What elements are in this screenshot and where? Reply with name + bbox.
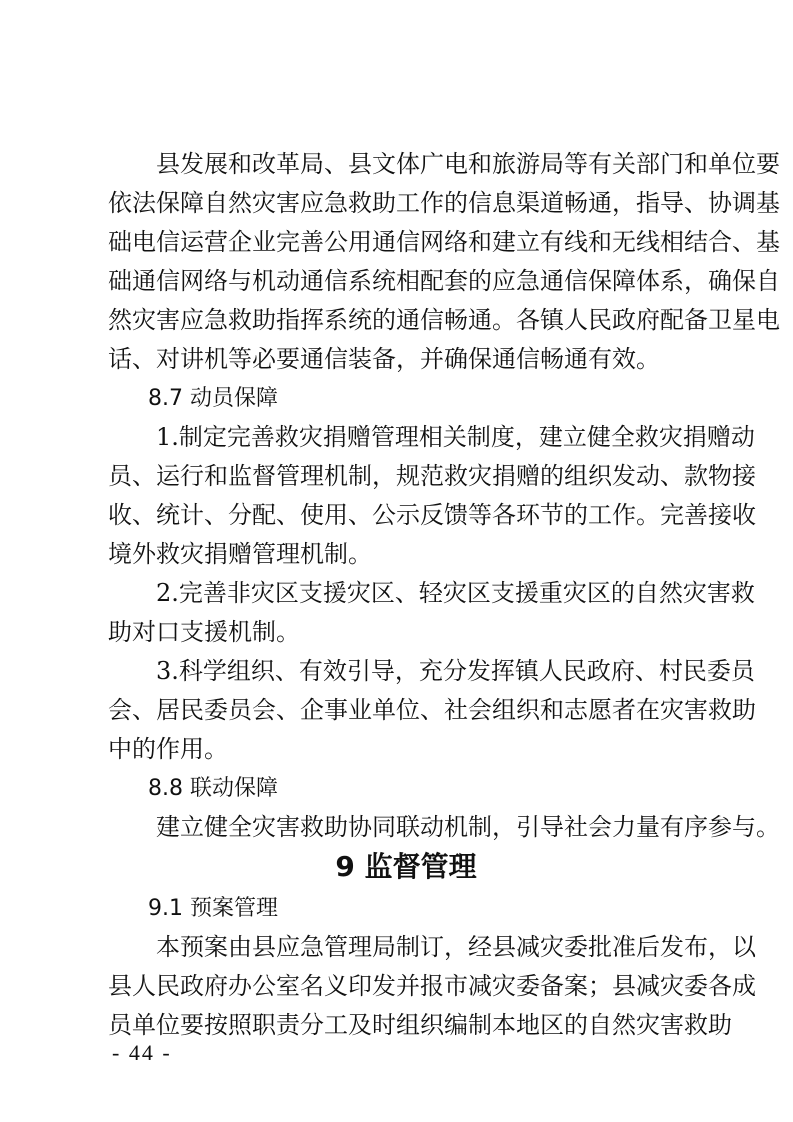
- text-line: 收、统计、分配、使用、公示反馈等各环节的工作。完善接收: [108, 501, 756, 529]
- paragraph-communication-guarantee: [108, 145, 780, 379]
- text-line: 依法保障自然灾害应急救助工作的信息渠道畅通，指导、协调基: [108, 189, 780, 217]
- section-heading-8-7: 8.7 动员保障: [148, 386, 278, 411]
- section-heading-9-1: 9.1 预案管理: [148, 896, 278, 921]
- paragraph-linkage-guarantee: [108, 808, 780, 847]
- text-line: 境外救灾捐赠管理机制。: [108, 540, 372, 568]
- text-line: 县人民政府办公室名义印发并报市减灾委备案；县减灾委各成: [108, 972, 756, 1000]
- list-item-8-7-2: [108, 574, 755, 652]
- text-line: 础电信运营企业完善公用通信网络和建立有线和无线相结合、基: [108, 228, 780, 256]
- text-line: 2.完善非灾区支援灾区、轻灾区支援重灾区的自然灾害救: [156, 579, 755, 607]
- paragraph-plan-management: [108, 928, 756, 1045]
- text-line: 话、对讲机等必要通信装备，并确保通信畅通有效。: [108, 345, 660, 373]
- text-line: 建立健全灾害救助协同联动机制，引导社会力量有序参与。: [156, 813, 780, 841]
- list-item-8-7-3: [108, 652, 756, 769]
- text-line: 员单位要按照职责分工及时组织编制本地区的自然灾害救助: [108, 1011, 732, 1039]
- page-number: - 44 -: [112, 1040, 172, 1065]
- text-line: 县发展和改革局、县文体广电和旅游局等有关部门和单位要: [156, 150, 780, 178]
- text-line: 1.制定完善救灾捐赠管理相关制度，建立健全救灾捐赠动: [156, 423, 755, 451]
- list-item-8-7-1: [108, 418, 756, 574]
- text-line: 3.科学组织、有效引导，充分发挥镇人民政府、村民委员: [156, 657, 755, 685]
- text-line: 本预案由县应急管理局制订，经县减灾委批准后发布，以: [156, 933, 756, 961]
- text-line: 础通信网络与机动通信系统相配套的应急通信保障体系，确保自: [108, 267, 780, 295]
- text-line: 助对口支援机制。: [108, 618, 300, 646]
- text-line: 然灾害应急救助指挥系统的通信畅通。各镇人民政府配备卫星电: [108, 306, 780, 334]
- section-heading-8-8: 8.8 联动保障: [148, 776, 278, 801]
- chapter-title-9: 9 监督管理: [335, 850, 477, 883]
- document-body: [108, 145, 780, 1045]
- text-line: 中的作用。: [108, 735, 228, 763]
- text-line: 会、居民委员会、企事业单位、社会组织和志愿者在灾害救助: [108, 696, 756, 724]
- text-line: 员、运行和监督管理机制，规范救灾捐赠的组织发动、款物接: [108, 462, 756, 490]
